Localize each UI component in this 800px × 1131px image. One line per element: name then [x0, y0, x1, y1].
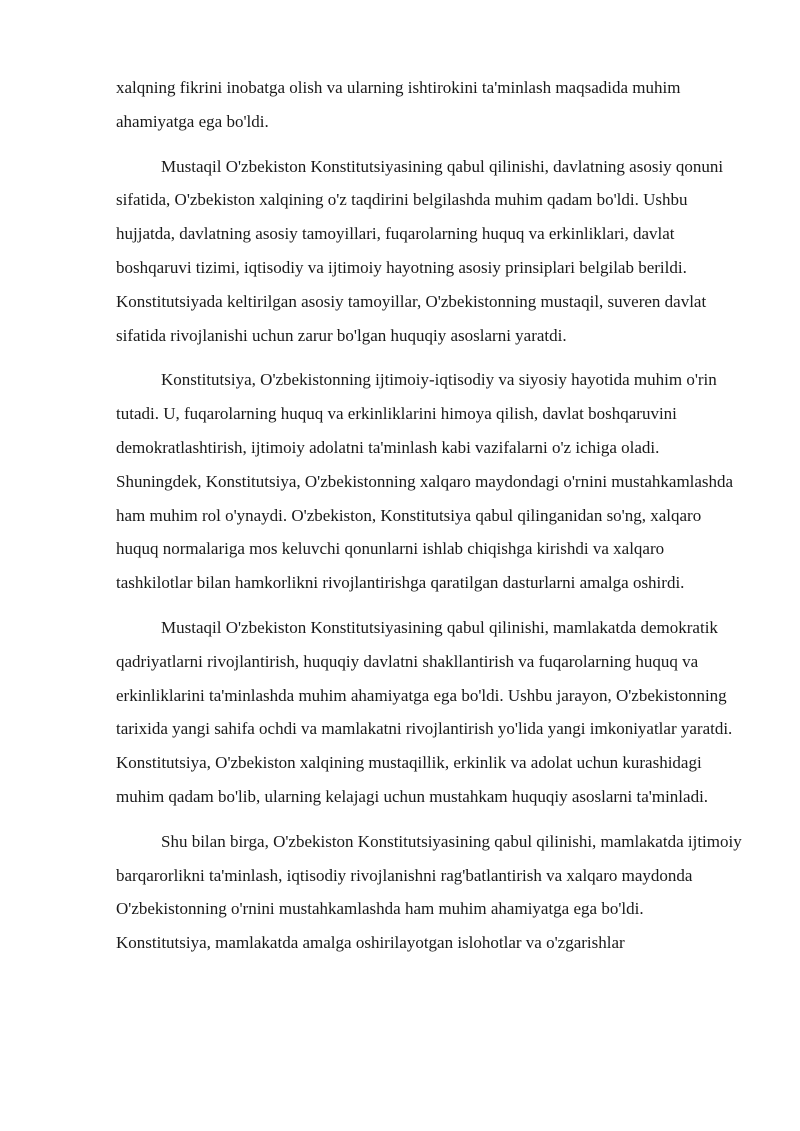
- document-page: [116, 71, 742, 971]
- paragraph-continuation: xalqning fikrini inobatga olish va ularning ishtirokini ta'minlash maqsadida muhim ahamiyatga ega bo'ldi.: [116, 78, 681, 131]
- paragraph-social-stability: Shu bilan birga, O'zbekiston Konstitutsiyasining qabul qilinishi, mamlakatda ijtimoiy barqarorlikni ta'minlash, iqtisodiy rivojlanishni rag'batlantirish va xalqaro maydonda O'zbekistonning o'rnini mustahkamlashda ham muhim ahamiyatga ega bo'ldi. Konstitutsiya, mamlakatda amalga oshirilayotgan islohotlar va o'zgarishlar: [116, 831, 742, 953]
- paragraph-democratic-values: Mustaqil O'zbekiston Konstitutsiyasining qabul qilinishi, mamlakatda demokratik qadriyatlarni rivojlantirish, huquqiy davlatni shakllantirish va fuqarolarning huquq va erkinliklarini ta'minlashda muhim ahamiyatga ega bo'ldi. Ushbu jarayon, O'zbekistonning tarixida yangi sahifa ochdi va mamlakatni rivojlantirish yo'lida yangi imkoniyatlar yaratdi. Konstitutsiya, O'zbekiston xalqining mustaqillik, erkinlik va adolat uchun kurashidagi muhim qadam bo'lib, ularning kelajagi uchun mustahkam huquqiy asoslarni ta'minladi.: [116, 617, 733, 806]
- paragraph-constitution-adoption: Mustaqil O'zbekiston Konstitutsiyasining qabul qilinishi, davlatning asosiy qonuni sifatida, O'zbekiston xalqining o'z taqdirini belgilashda muhim qadam bo'ldi. Ushbu hujjatda, davlatning asosiy tamoyillari, fuqarolarning huquq va erkinliklari, davlat boshqaruvi tizimi, iqtisodiy va ijtimoiy hayotning asosiy prinsiplari belgilab berildi. Konstitutsiyada keltirilgan asosiy tamoyillar, O'zbekistonning mustaqil, suveren davlat sifatida rivojlanishi uchun zarur bo'lgan huquqiy asoslarni yaratdi.: [116, 156, 724, 345]
- paragraph-constitution-role: Konstitutsiya, O'zbekistonning ijtimoiy-iqtisodiy va siyosiy hayotida muhim o'rin tutadi. U, fuqarolarning huquq va erkinliklarini himoya qilish, davlat boshqaruvini demokratlashtirish, ijtimoiy adolatni ta'minlash kabi vazifalarni o'z ichiga oladi. Shuningdek, Konstitutsiya, O'zbekistonning xalqaro maydondagi o'rnini mustahkamlashda ham muhim rol o'ynaydi. O'zbekiston, Konstitutsiya qabul qilinganidan so'ng, xalqaro huquq normalariga mos keluvchi qonunlarni ishlab chiqishga kirishdi va xalqaro tashkilotlar bilan hamkorlikni rivojlantirishga qaratilgan dasturlarni amalga oshirdi.: [116, 370, 734, 593]
